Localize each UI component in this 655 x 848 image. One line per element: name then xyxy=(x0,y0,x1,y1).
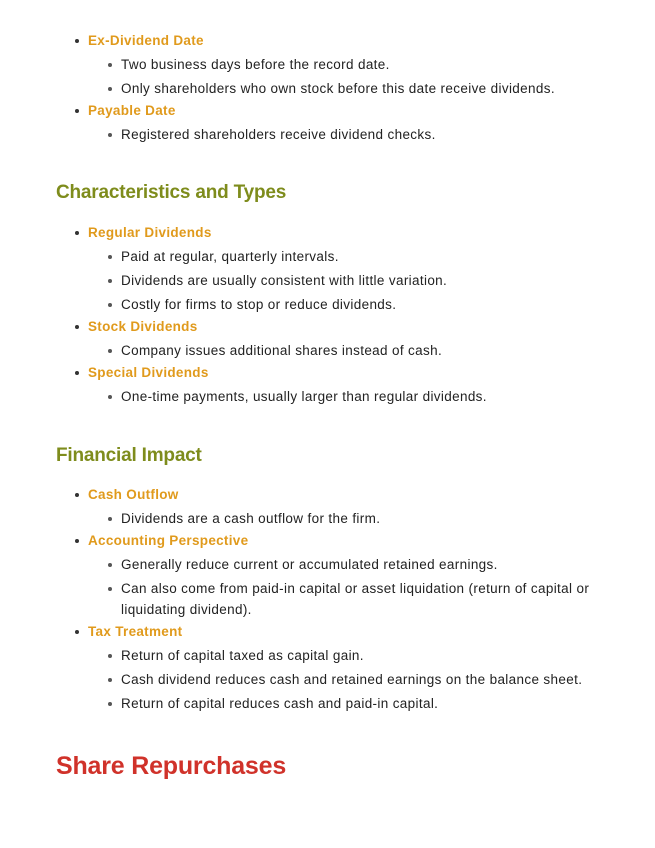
list-item-point: Return of capital taxed as capital gain. xyxy=(0,645,655,669)
list-item-point: Dividends are a cash outflow for the firm. xyxy=(0,508,655,532)
list-item-title: Accounting Perspective xyxy=(0,532,655,554)
list-item-point: Registered shareholders receive dividend checks. xyxy=(0,124,655,148)
list-item-title: Tax Treatment xyxy=(0,623,655,645)
dates-list xyxy=(0,32,655,148)
list-item-point: One-time payments, usually larger than regular dividends. xyxy=(0,386,655,410)
list-item-point: Two business days before the record date. xyxy=(0,54,655,78)
list-item-point: Can also come from paid-in capital or asset liquidation (return of capital or liquidating dividend). xyxy=(0,578,655,623)
list-item-point: Only shareholders who own stock before this date receive dividends. xyxy=(0,78,655,102)
list-item-point: Cash dividend reduces cash and retained earnings on the balance sheet. xyxy=(0,669,655,693)
section-heading-financial-impact: Financial Impact xyxy=(56,445,202,466)
financial-impact-list xyxy=(0,486,655,717)
list-item-point: Return of capital reduces cash and paid-in capital. xyxy=(0,693,655,717)
section-heading-characteristics: Characteristics and Types xyxy=(56,182,287,203)
list-item-point: Paid at regular, quarterly intervals. xyxy=(0,246,655,270)
list-item-point: Company issues additional shares instead of cash. xyxy=(0,340,655,364)
list-item-point: Costly for firms to stop or reduce dividends. xyxy=(0,294,655,318)
characteristics-list xyxy=(0,224,655,410)
list-item-title: Cash Outflow xyxy=(0,486,655,508)
list-item-point: Generally reduce current or accumulated retained earnings. xyxy=(0,554,655,578)
list-item-point: Dividends are usually consistent with little variation. xyxy=(0,270,655,294)
list-item-title: Payable Date xyxy=(0,102,655,124)
list-item-title: Ex-Dividend Date xyxy=(0,32,655,54)
section-heading-share-repurchases: Share Repurchases xyxy=(56,752,287,780)
list-item-title: Regular Dividends xyxy=(0,224,655,246)
list-item-title: Special Dividends xyxy=(0,364,655,386)
list-item-title: Stock Dividends xyxy=(0,318,655,340)
